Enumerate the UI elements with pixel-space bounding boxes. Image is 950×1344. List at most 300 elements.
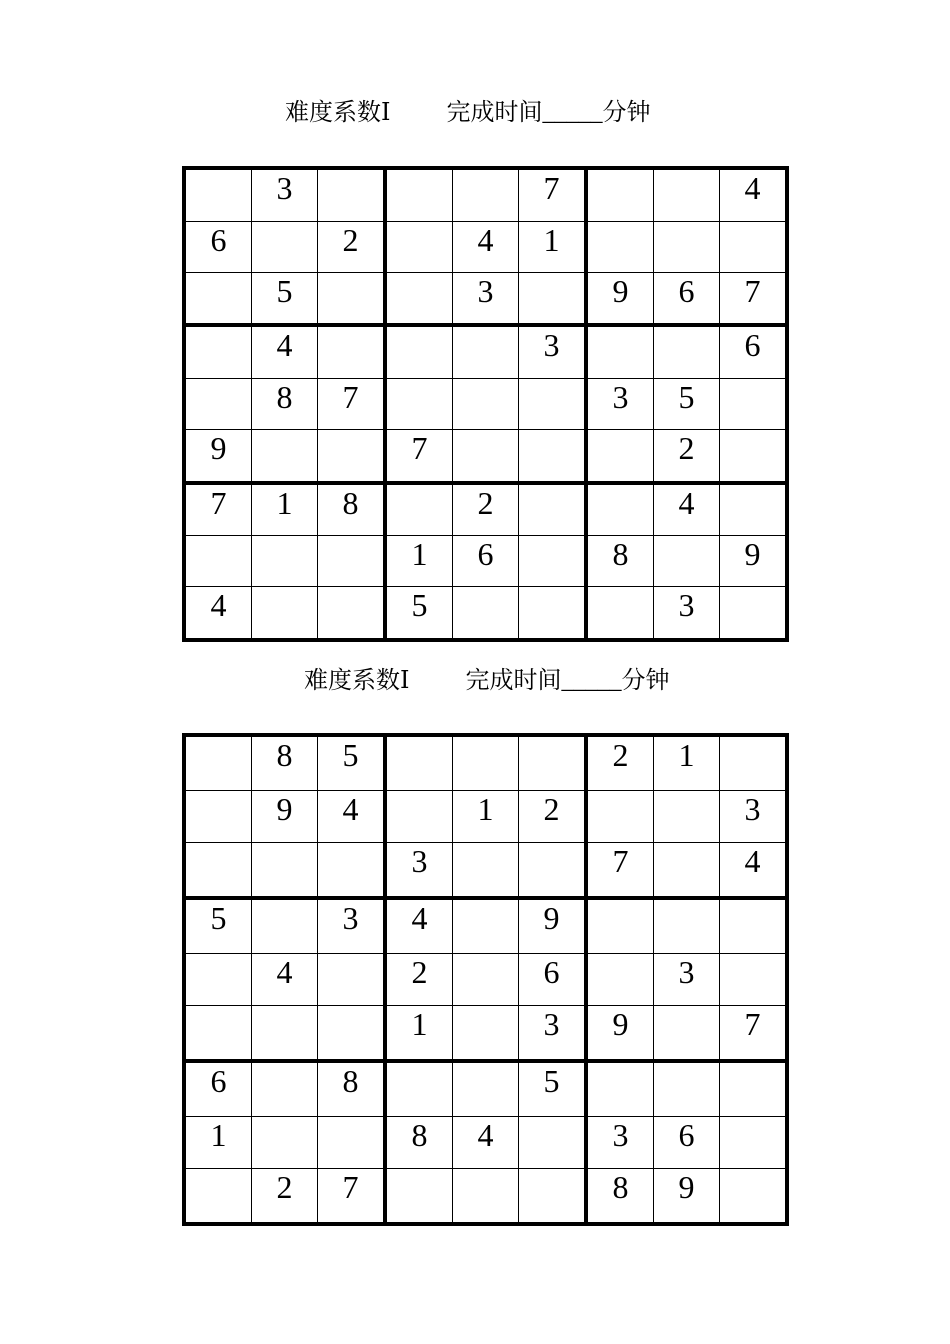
- sudoku-cell[interactable]: [519, 483, 587, 536]
- cell-digit: [519, 379, 584, 381]
- sudoku-cell[interactable]: [252, 379, 318, 430]
- cell-digit: [453, 900, 518, 902]
- sudoku-cell[interactable]: [184, 536, 252, 587]
- sudoku-cell[interactable]: [654, 168, 720, 221]
- sudoku-cell[interactable]: [654, 1116, 720, 1169]
- cell-digit: 1: [543, 221, 560, 258]
- cell-digit: 8: [612, 536, 629, 573]
- cell-digit: 6: [210, 1062, 227, 1099]
- sudoku-cell[interactable]: [184, 325, 252, 378]
- sudoku-cell[interactable]: [252, 536, 318, 587]
- cell-digit: [654, 843, 719, 845]
- cell-digit: 4: [411, 899, 428, 936]
- sudoku-cell[interactable]: [385, 587, 453, 640]
- sudoku-cell[interactable]: [586, 843, 654, 898]
- sudoku-cell[interactable]: [318, 536, 386, 587]
- cell-digit: [453, 430, 518, 432]
- cell-digit: [318, 536, 383, 538]
- sudoku-row: [184, 168, 787, 221]
- sudoku-cell[interactable]: [252, 221, 318, 272]
- cell-digit: [519, 1117, 584, 1119]
- cell-digit: 9: [612, 272, 629, 309]
- sudoku-cell[interactable]: [385, 843, 453, 898]
- cell-digit: [387, 737, 452, 739]
- cell-digit: [252, 222, 317, 224]
- cell-digit: 4: [678, 484, 695, 521]
- sudoku-cell[interactable]: [252, 898, 318, 953]
- cell-digit: [252, 843, 317, 845]
- cell-digit: [519, 587, 584, 589]
- cell-digit: [387, 222, 452, 224]
- sudoku-cell[interactable]: [654, 1006, 720, 1061]
- sudoku-cell[interactable]: [586, 536, 654, 587]
- sudoku-cell[interactable]: [654, 1061, 720, 1116]
- cell-digit: [186, 536, 251, 538]
- sudoku-cell[interactable]: [519, 325, 587, 378]
- cell-digit: 9: [210, 429, 227, 466]
- sudoku-cell[interactable]: [586, 898, 654, 953]
- sudoku-cell[interactable]: [184, 483, 252, 536]
- sudoku-cell[interactable]: [586, 379, 654, 430]
- sudoku-cell[interactable]: [184, 1169, 252, 1224]
- puzzle-1-difficulty-label: 难度系数Ⅰ: [285, 100, 391, 126]
- cell-digit: [387, 485, 452, 487]
- sudoku-cell[interactable]: [519, 1116, 587, 1169]
- cell-digit: 3: [276, 170, 293, 206]
- sudoku-row: [184, 790, 787, 843]
- cell-digit: [252, 1006, 317, 1008]
- cell-digit: 1: [411, 536, 428, 573]
- sudoku-cell[interactable]: [252, 272, 318, 325]
- sudoku-cell[interactable]: [184, 843, 252, 898]
- sudoku-row: [184, 843, 787, 898]
- cell-digit: [453, 954, 518, 956]
- cell-digit: [387, 327, 452, 329]
- cell-digit: [252, 587, 317, 589]
- sudoku-row: [184, 272, 787, 325]
- sudoku-cell[interactable]: [184, 1116, 252, 1169]
- cell-digit: [387, 791, 452, 793]
- sudoku-cell[interactable]: [453, 1116, 519, 1169]
- sudoku-cell[interactable]: [252, 953, 318, 1006]
- sudoku-cell[interactable]: [654, 536, 720, 587]
- sudoku-cell[interactable]: [720, 379, 788, 430]
- cell-digit: [654, 1063, 719, 1065]
- cell-digit: [453, 327, 518, 329]
- cell-digit: 6: [210, 221, 227, 258]
- sudoku-cell[interactable]: [720, 483, 788, 536]
- sudoku-grid-2: [182, 733, 789, 1226]
- cell-digit: [519, 1169, 584, 1171]
- sudoku-cell[interactable]: [318, 953, 386, 1006]
- sudoku-cell[interactable]: [453, 1169, 519, 1224]
- cell-digit: [252, 536, 317, 538]
- sudoku-cell[interactable]: [318, 429, 386, 482]
- cell-digit: [720, 587, 785, 589]
- sudoku-cell[interactable]: [318, 790, 386, 843]
- cell-digit: [186, 954, 251, 956]
- sudoku-cell[interactable]: [654, 483, 720, 536]
- sudoku-cell[interactable]: [318, 325, 386, 378]
- sudoku-cell[interactable]: [519, 221, 587, 272]
- cell-digit: 2: [678, 429, 695, 466]
- sudoku-cell[interactable]: [586, 1006, 654, 1061]
- cell-digit: [318, 1117, 383, 1119]
- cell-digit: [720, 379, 785, 381]
- sudoku-cell[interactable]: [385, 953, 453, 1006]
- sudoku-row: [184, 221, 787, 272]
- sudoku-cell[interactable]: [519, 587, 587, 640]
- sudoku-cell[interactable]: [184, 898, 252, 953]
- cell-digit: [453, 737, 518, 739]
- cell-digit: [318, 954, 383, 956]
- sudoku-row: [184, 536, 787, 587]
- cell-digit: [318, 1006, 383, 1008]
- sudoku-cell[interactable]: [654, 953, 720, 1006]
- sudoku-cell[interactable]: [318, 735, 386, 790]
- cell-digit: 7: [342, 379, 359, 415]
- cell-digit: 1: [411, 1006, 428, 1043]
- cell-digit: 5: [210, 899, 227, 936]
- sudoku-cell[interactable]: [318, 272, 386, 325]
- puzzle-2-header: [304, 666, 669, 696]
- sudoku-cell[interactable]: [385, 325, 453, 378]
- cell-digit: [387, 379, 452, 381]
- sudoku-cell[interactable]: [586, 483, 654, 536]
- sudoku-cell[interactable]: [252, 1006, 318, 1061]
- sudoku-cell[interactable]: [720, 898, 788, 953]
- cell-digit: 5: [543, 1062, 560, 1099]
- cell-digit: 2: [543, 790, 560, 827]
- sudoku-row: [184, 1061, 787, 1116]
- cell-digit: 7: [210, 484, 227, 521]
- cell-digit: [252, 430, 317, 432]
- sudoku-cell[interactable]: [453, 221, 519, 272]
- sudoku-row: [184, 1169, 787, 1224]
- puzzle-1-time-label: 完成时间_____分钟: [446, 100, 651, 126]
- cell-digit: [519, 273, 584, 275]
- sudoku-cell[interactable]: [385, 536, 453, 587]
- cell-digit: 3: [411, 843, 428, 880]
- cell-digit: [318, 587, 383, 589]
- cell-digit: 5: [342, 737, 359, 773]
- sudoku-row: [184, 429, 787, 482]
- sudoku-cell[interactable]: [586, 1116, 654, 1169]
- cell-digit: 1: [276, 484, 293, 521]
- sudoku-cell[interactable]: [519, 735, 587, 790]
- sudoku-cell[interactable]: [519, 1061, 587, 1116]
- sudoku-cell[interactable]: [654, 898, 720, 953]
- sudoku-cell[interactable]: [654, 1169, 720, 1224]
- sudoku-cell[interactable]: [586, 587, 654, 640]
- sudoku-cell[interactable]: [720, 1116, 788, 1169]
- sudoku-cell[interactable]: [720, 168, 788, 221]
- cell-digit: 1: [210, 1116, 227, 1153]
- sudoku-cell[interactable]: [453, 790, 519, 843]
- sudoku-cell[interactable]: [385, 1116, 453, 1169]
- cell-digit: 9: [744, 536, 761, 573]
- sudoku-cell[interactable]: [184, 1006, 252, 1061]
- sudoku-cell[interactable]: [519, 429, 587, 482]
- sudoku-cell[interactable]: [586, 221, 654, 272]
- cell-digit: 6: [678, 272, 695, 309]
- sudoku-cell[interactable]: [519, 843, 587, 898]
- cell-digit: [588, 430, 653, 432]
- sudoku-cell[interactable]: [519, 1006, 587, 1061]
- cell-digit: [588, 1063, 653, 1065]
- cell-digit: [720, 485, 785, 487]
- sudoku-cell[interactable]: [318, 898, 386, 953]
- sudoku-cell[interactable]: [586, 1169, 654, 1224]
- sudoku-cell[interactable]: [453, 1061, 519, 1116]
- cell-digit: 8: [411, 1116, 428, 1153]
- sudoku-cell[interactable]: [184, 790, 252, 843]
- sudoku-cell[interactable]: [586, 953, 654, 1006]
- cell-digit: [186, 843, 251, 845]
- cell-digit: [720, 1169, 785, 1171]
- sudoku-cell[interactable]: [184, 221, 252, 272]
- sudoku-cell[interactable]: [453, 429, 519, 482]
- cell-digit: [318, 843, 383, 845]
- sudoku-cell[interactable]: [318, 1006, 386, 1061]
- sudoku-cell[interactable]: [720, 429, 788, 482]
- cell-digit: 8: [276, 737, 293, 773]
- cell-digit: [519, 430, 584, 432]
- sudoku-cell[interactable]: [184, 953, 252, 1006]
- sudoku-cell[interactable]: [654, 272, 720, 325]
- sudoku-row: [184, 735, 787, 790]
- sudoku-cell[interactable]: [184, 379, 252, 430]
- sudoku-cell[interactable]: [586, 735, 654, 790]
- sudoku-cell[interactable]: [654, 735, 720, 790]
- sudoku-cell[interactable]: [519, 379, 587, 430]
- sudoku-cell[interactable]: [519, 272, 587, 325]
- cell-digit: 2: [411, 953, 428, 990]
- sudoku-cell[interactable]: [720, 272, 788, 325]
- sudoku-cell[interactable]: [252, 483, 318, 536]
- sudoku-cell[interactable]: [385, 483, 453, 536]
- sudoku-cell[interactable]: [519, 898, 587, 953]
- sudoku-cell[interactable]: [519, 1169, 587, 1224]
- sudoku-cell[interactable]: [654, 221, 720, 272]
- sudoku-cell[interactable]: [385, 168, 453, 221]
- cell-digit: [654, 1006, 719, 1008]
- cell-digit: [318, 327, 383, 329]
- sudoku-cell[interactable]: [385, 898, 453, 953]
- sudoku-cell[interactable]: [385, 1169, 453, 1224]
- sudoku-row: [184, 1006, 787, 1061]
- sudoku-cell[interactable]: [720, 1006, 788, 1061]
- cell-digit: 4: [477, 221, 494, 258]
- cell-digit: [453, 379, 518, 381]
- sudoku-cell[interactable]: [519, 168, 587, 221]
- sudoku-cell[interactable]: [720, 1169, 788, 1224]
- cell-digit: 7: [543, 170, 560, 206]
- cell-digit: [186, 1169, 251, 1171]
- sudoku-cell[interactable]: [184, 587, 252, 640]
- sudoku-cell[interactable]: [720, 790, 788, 843]
- cell-digit: 9: [543, 899, 560, 936]
- sudoku-cell[interactable]: [318, 1169, 386, 1224]
- sudoku-cell[interactable]: [720, 1061, 788, 1116]
- sudoku-cell[interactable]: [720, 325, 788, 378]
- cell-digit: 9: [276, 790, 293, 827]
- cell-digit: 2: [342, 221, 359, 258]
- sudoku-cell[interactable]: [252, 325, 318, 378]
- sudoku-cell[interactable]: [519, 953, 587, 1006]
- cell-digit: 2: [477, 484, 494, 521]
- cell-digit: [387, 273, 452, 275]
- cell-digit: 8: [612, 1169, 629, 1206]
- sudoku-cell[interactable]: [318, 221, 386, 272]
- cell-digit: [387, 1063, 452, 1065]
- sudoku-cell[interactable]: [586, 325, 654, 378]
- cell-digit: 3: [612, 1116, 629, 1153]
- cell-digit: [318, 273, 383, 275]
- sudoku-cell[interactable]: [252, 1116, 318, 1169]
- sudoku-cell[interactable]: [720, 587, 788, 640]
- sudoku-cell[interactable]: [252, 1061, 318, 1116]
- sudoku-cell[interactable]: [318, 1061, 386, 1116]
- cell-digit: [453, 587, 518, 589]
- cell-digit: 5: [276, 272, 293, 309]
- sudoku-cell[interactable]: [385, 735, 453, 790]
- sudoku-cell[interactable]: [385, 272, 453, 325]
- sudoku-cell[interactable]: [184, 168, 252, 221]
- sudoku-cell[interactable]: [453, 898, 519, 953]
- sudoku-cell[interactable]: [519, 790, 587, 843]
- sudoku-cell[interactable]: [385, 1006, 453, 1061]
- cell-digit: [654, 222, 719, 224]
- cell-digit: [453, 1169, 518, 1171]
- cell-digit: 6: [744, 327, 761, 364]
- sudoku-cell[interactable]: [453, 483, 519, 536]
- sudoku-cell[interactable]: [586, 1061, 654, 1116]
- sudoku-cell[interactable]: [318, 379, 386, 430]
- sudoku-cell[interactable]: [318, 1116, 386, 1169]
- cell-digit: [588, 222, 653, 224]
- cell-digit: [654, 327, 719, 329]
- cell-digit: 4: [744, 170, 761, 206]
- sudoku-cell[interactable]: [252, 168, 318, 221]
- sudoku-cell[interactable]: [654, 587, 720, 640]
- cell-digit: [654, 536, 719, 538]
- sudoku-cell[interactable]: [654, 379, 720, 430]
- sudoku-cell[interactable]: [184, 735, 252, 790]
- sudoku-cell[interactable]: [453, 1006, 519, 1061]
- sudoku-cell[interactable]: [318, 587, 386, 640]
- sudoku-cell[interactable]: [318, 843, 386, 898]
- cell-digit: [519, 485, 584, 487]
- sudoku-cell[interactable]: [385, 1061, 453, 1116]
- sudoku-cell[interactable]: [720, 536, 788, 587]
- cell-digit: [588, 900, 653, 902]
- cell-digit: 2: [276, 1169, 293, 1206]
- sudoku-cell[interactable]: [453, 168, 519, 221]
- sudoku-cell[interactable]: [654, 429, 720, 482]
- sudoku-cell[interactable]: [453, 735, 519, 790]
- cell-digit: [453, 1006, 518, 1008]
- sudoku-cell[interactable]: [586, 429, 654, 482]
- cell-digit: [252, 1117, 317, 1119]
- sudoku-cell[interactable]: [586, 790, 654, 843]
- cell-digit: [519, 536, 584, 538]
- cell-digit: [318, 430, 383, 432]
- cell-digit: [720, 1117, 785, 1119]
- cell-digit: [453, 170, 518, 172]
- sudoku-cell[interactable]: [252, 735, 318, 790]
- cell-digit: [588, 170, 653, 172]
- sudoku-cell[interactable]: [654, 790, 720, 843]
- sudoku-cell[interactable]: [586, 168, 654, 221]
- cell-digit: 6: [543, 953, 560, 990]
- cell-digit: 7: [612, 843, 629, 880]
- sudoku-cell[interactable]: [453, 325, 519, 378]
- cell-digit: [654, 900, 719, 902]
- cell-digit: [720, 954, 785, 956]
- cell-digit: 7: [411, 429, 428, 466]
- cell-digit: [654, 170, 719, 172]
- cell-digit: [387, 1169, 452, 1171]
- sudoku-cell[interactable]: [720, 843, 788, 898]
- cell-digit: 7: [744, 272, 761, 309]
- sudoku-cell[interactable]: [453, 953, 519, 1006]
- sudoku-cell[interactable]: [252, 1169, 318, 1224]
- sudoku-cell[interactable]: [720, 221, 788, 272]
- sudoku-cell[interactable]: [453, 272, 519, 325]
- sudoku-row: [184, 325, 787, 378]
- cell-digit: [387, 170, 452, 172]
- cell-digit: [186, 1006, 251, 1008]
- sudoku-cell[interactable]: [654, 843, 720, 898]
- cell-digit: [720, 430, 785, 432]
- sudoku-cell[interactable]: [252, 843, 318, 898]
- cell-digit: 8: [342, 1062, 359, 1099]
- sudoku-cell[interactable]: [318, 168, 386, 221]
- sudoku-cell[interactable]: [252, 429, 318, 482]
- sudoku-cell[interactable]: [385, 429, 453, 482]
- cell-digit: [186, 273, 251, 275]
- sudoku-cell[interactable]: [184, 272, 252, 325]
- sudoku-cell[interactable]: [453, 587, 519, 640]
- cell-digit: 4: [276, 327, 293, 364]
- sudoku-cell[interactable]: [252, 587, 318, 640]
- sudoku-cell[interactable]: [453, 379, 519, 430]
- sudoku-cell[interactable]: [519, 536, 587, 587]
- sudoku-cell[interactable]: [318, 483, 386, 536]
- sudoku-cell[interactable]: [252, 790, 318, 843]
- sudoku-cell[interactable]: [453, 843, 519, 898]
- sudoku-cell[interactable]: [184, 1061, 252, 1116]
- cell-digit: [519, 843, 584, 845]
- cell-digit: [186, 327, 251, 329]
- sudoku-cell[interactable]: [385, 221, 453, 272]
- cell-digit: 4: [210, 587, 227, 624]
- cell-digit: [588, 485, 653, 487]
- sudoku-cell[interactable]: [385, 379, 453, 430]
- sudoku-cell[interactable]: [720, 735, 788, 790]
- sudoku-cell[interactable]: [720, 953, 788, 1006]
- sudoku-cell[interactable]: [586, 272, 654, 325]
- cell-digit: [588, 587, 653, 589]
- sudoku-cell[interactable]: [184, 429, 252, 482]
- cell-digit: [318, 170, 383, 172]
- sudoku-cell[interactable]: [453, 536, 519, 587]
- sudoku-cell[interactable]: [385, 790, 453, 843]
- sudoku-cell[interactable]: [654, 325, 720, 378]
- cell-digit: 4: [477, 1116, 494, 1153]
- cell-digit: 3: [543, 1006, 560, 1043]
